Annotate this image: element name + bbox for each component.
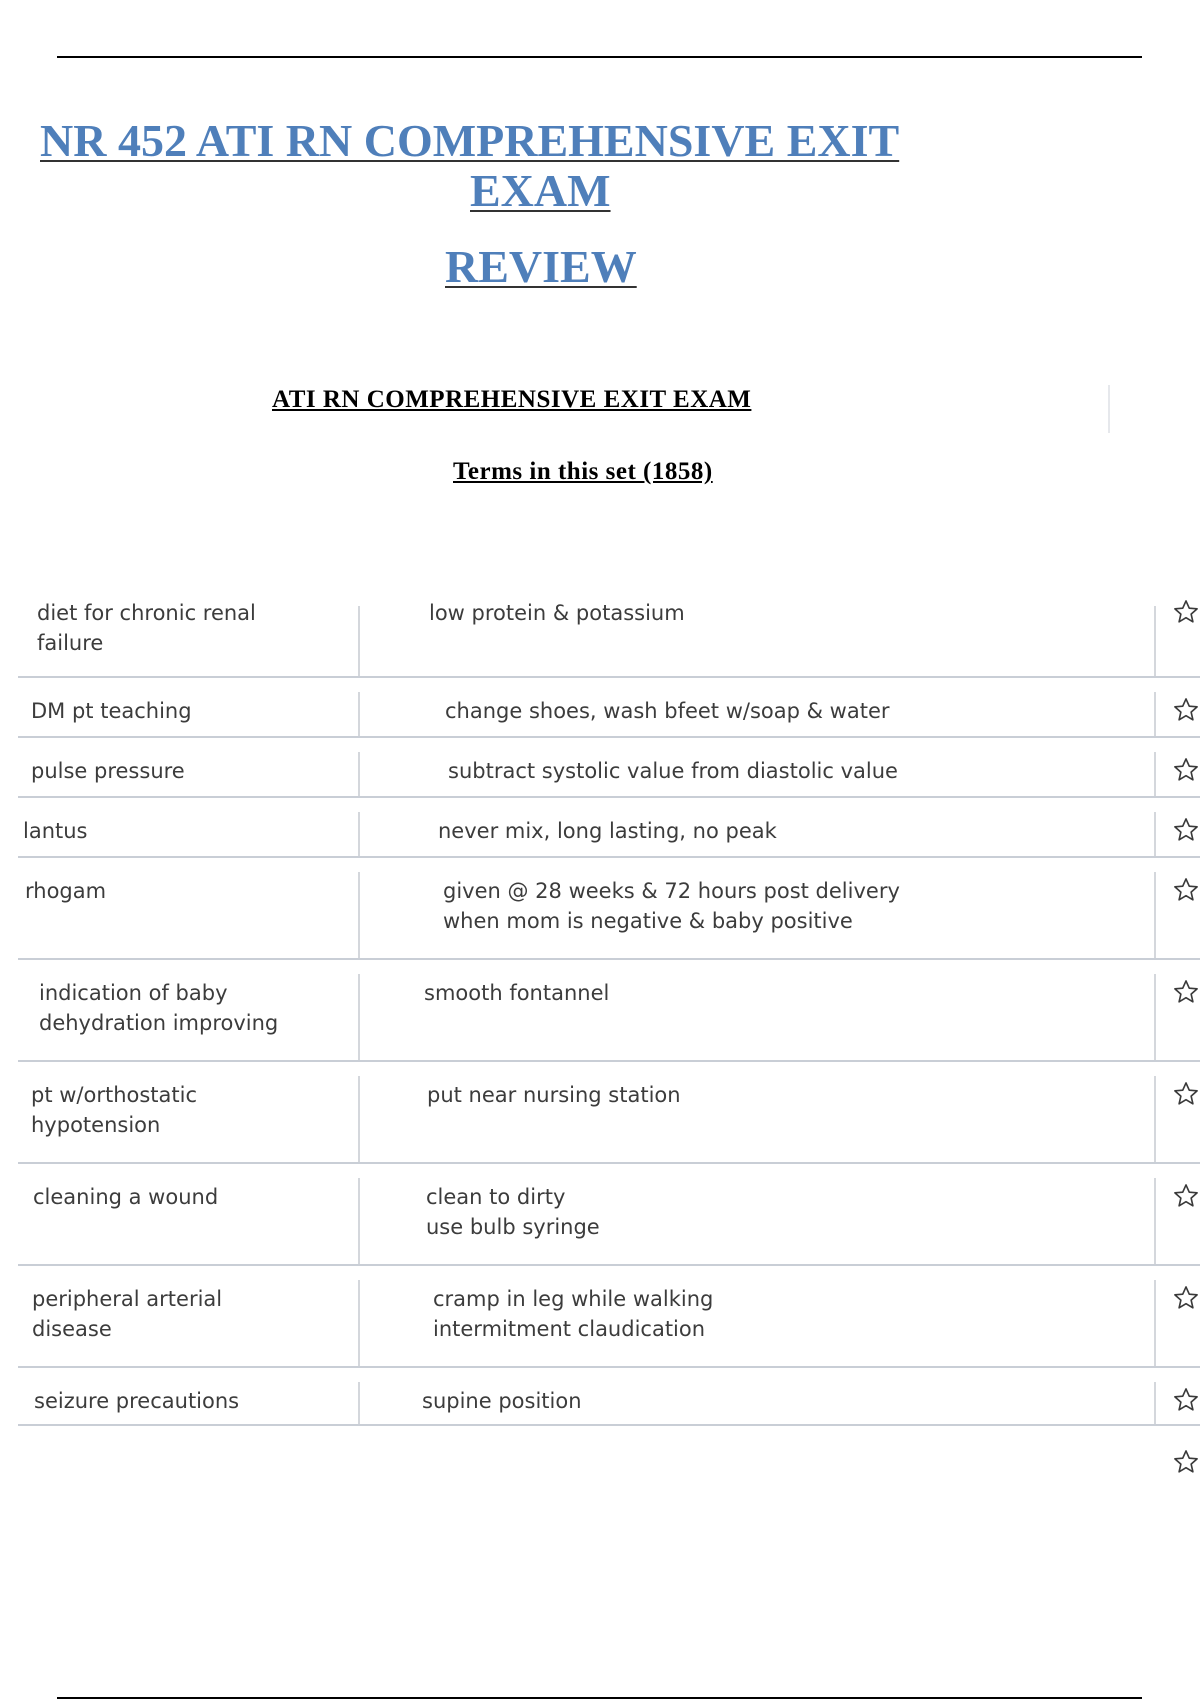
table-row[interactable] [18,590,1200,678]
card-term: peripheral arterial disease [32,1287,223,1341]
card-definition: never mix, long lasting, no peak [438,819,777,843]
document-title-line2: EXAM [470,165,611,216]
star-outline-icon[interactable] [1172,1386,1200,1414]
table-row[interactable] [18,1366,1200,1426]
document-subtitle: ATI RN COMPREHENSIVE EXIT EXAM [272,386,752,413]
star-outline-icon[interactable] [1172,978,1200,1006]
card-term: cleaning a wound [33,1185,219,1209]
card-definition: clean to dirty use bulb syringe [426,1185,600,1239]
card-definition: subtract systolic value from diastolic value [448,759,898,783]
star-outline-icon[interactable] [1172,1448,1200,1476]
card-term: pulse pressure [31,759,185,783]
table-row[interactable] [18,958,1200,1062]
card-definition: cramp in leg while walking intermitment claudication [433,1287,714,1341]
table-row[interactable] [18,1264,1200,1368]
card-definition: put near nursing station [427,1083,681,1107]
star-outline-icon[interactable] [1172,1080,1200,1108]
star-outline-icon[interactable] [1172,876,1200,904]
card-term: seizure precautions [34,1389,240,1413]
table-row[interactable] [18,736,1200,798]
card-term: pt w/orthostatic hypotension [31,1083,198,1137]
table-row[interactable] [18,676,1200,738]
star-outline-icon[interactable] [1172,1182,1200,1210]
card-term: rhogam [25,879,107,903]
star-outline-icon[interactable] [1172,756,1200,784]
table-row[interactable] [18,1060,1200,1164]
card-term: lantus [23,819,88,843]
star-outline-icon[interactable] [1172,598,1200,626]
terms-count-heading: Terms in this set (1858) [453,458,713,485]
faint-divider [1108,385,1110,433]
card-term: diet for chronic renal failure [37,601,256,655]
card-definition: supine position [422,1389,582,1413]
star-outline-icon[interactable] [1172,1284,1200,1312]
card-term: indication of baby dehydration improving [39,981,279,1035]
top-rule [57,56,1142,58]
star-outline-icon[interactable] [1172,696,1200,724]
bottom-rule [57,1697,1142,1699]
table-row[interactable] [18,856,1200,960]
document-title-line3: REVIEW [445,241,637,292]
card-definition: given @ 28 weeks & 72 hours post delivery when mom is negative & baby positive [443,879,900,933]
card-definition: change shoes, wash bfeet w/soap & water [445,699,890,723]
card-term: DM pt teaching [31,699,192,723]
card-definition: smooth fontannel [424,981,610,1005]
document-title-line1: NR 452 ATI RN COMPREHENSIVE EXIT [40,115,900,166]
table-row[interactable] [18,796,1200,858]
table-row[interactable] [18,1162,1200,1266]
card-definition: low protein & potassium [429,601,685,625]
star-outline-icon[interactable] [1172,816,1200,844]
